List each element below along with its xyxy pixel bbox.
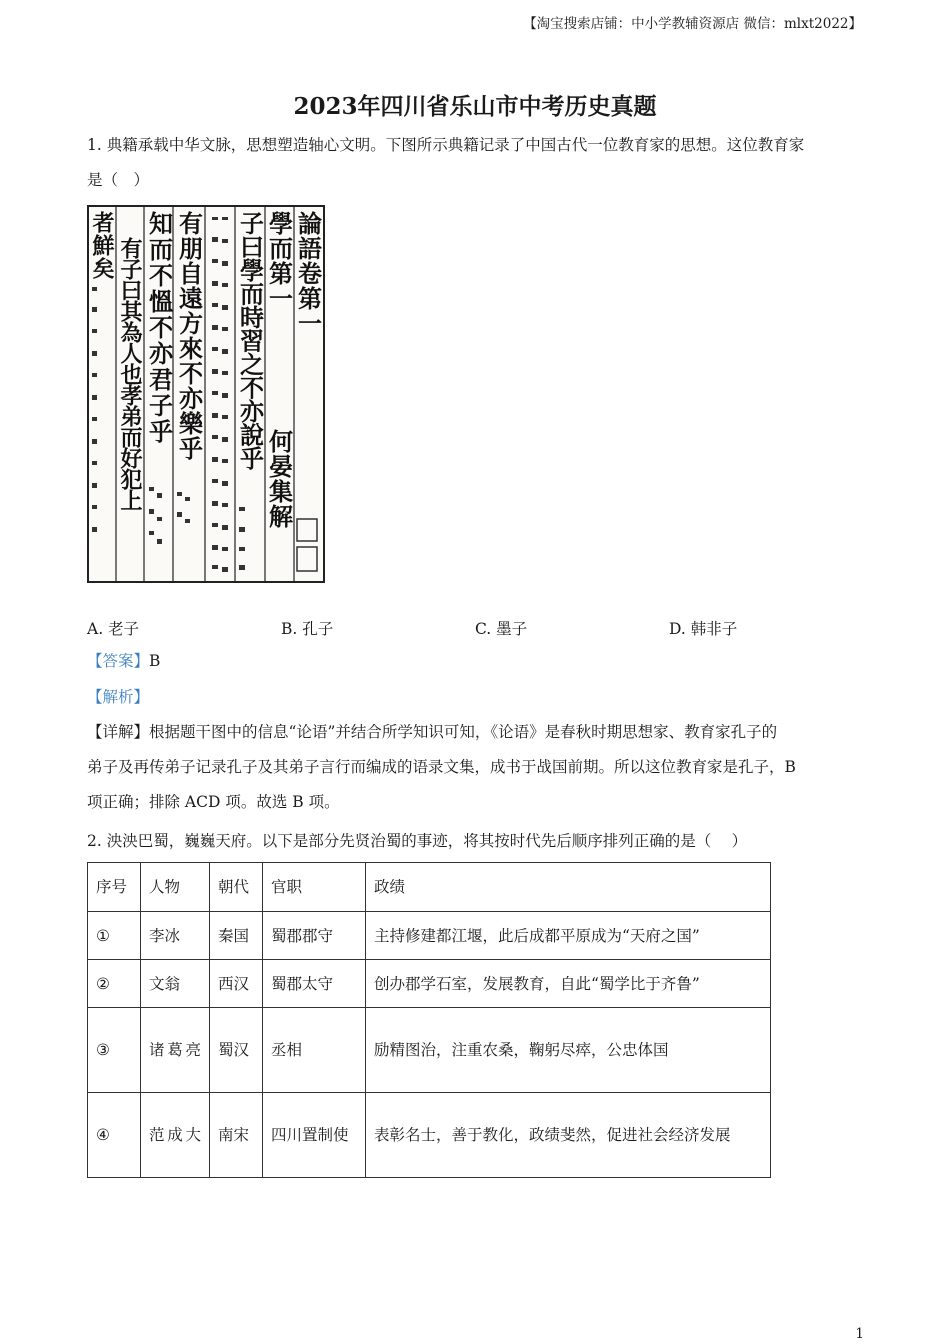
table-cell-wrapped-name: 诸葛亮: [149, 1041, 201, 1059]
scan-col-text-4: 有子曰其為人也孝弟而好犯上: [117, 237, 143, 510]
table-header-cell: 官职: [263, 863, 366, 912]
table-row: [88, 912, 771, 960]
scan-col-text-2: 有朋自遠方來不亦樂乎: [174, 211, 204, 461]
answer-line: [87, 644, 862, 679]
analects-page-image: [87, 205, 325, 583]
table-cell: 表彰名士，善于教化，政绩斐然，促进社会经济发展: [366, 1093, 771, 1178]
table-cell: 文翁: [141, 960, 210, 1008]
table-header-cell: 人物: [141, 863, 210, 912]
option-c: C. 墨子: [475, 620, 528, 638]
table-header-cell: 序号: [88, 863, 141, 912]
detail-line-2: 弟子及再传弟子记录孔子及其弟子言行而编成的语录文集，成书于战国前期。所以这位教育家是孔子，B: [87, 758, 796, 776]
table-cell: 蜀郡太守: [263, 960, 366, 1008]
scan-col-title: 論語卷第一: [293, 211, 323, 336]
scan-col-text-3: 知而不慍不亦君子乎: [144, 211, 174, 445]
table-cell-wrapped-name: 范成大: [149, 1126, 201, 1144]
table-cell: [141, 1008, 210, 1093]
table-cell: ③: [88, 1008, 141, 1093]
table-cell: 丞相: [263, 1008, 366, 1093]
seal-stamp-1: [297, 519, 317, 541]
detail-line-3: 项正确；排除 ACD 项。故选 B 项。: [87, 793, 340, 811]
table-row: [88, 1093, 771, 1178]
answer-value: B: [149, 652, 161, 670]
question-1-stem: [87, 128, 862, 198]
detail-explanation: [87, 715, 862, 820]
option-a: A. 老子: [87, 620, 140, 638]
table-header-cell: 政绩: [366, 863, 771, 912]
table-cell: 蜀汉: [210, 1008, 263, 1093]
table-cell: 秦国: [210, 912, 263, 960]
table-row: [88, 1008, 771, 1093]
table-cell: ②: [88, 960, 141, 1008]
table-header-cell: 朝代: [210, 863, 263, 912]
scan-col-text-5: 者鮮矣: [89, 211, 115, 280]
option-b: B. 孔子: [281, 620, 334, 638]
table-cell: [141, 1093, 210, 1178]
page-title: 2023年四川省乐山市中考历史真题: [293, 93, 657, 120]
table-row: [88, 960, 771, 1008]
table-cell: 创办郡学石室，发展教育，自此“蜀学比于齐鲁”: [366, 960, 771, 1008]
table-cell: 蜀郡郡守: [263, 912, 366, 960]
question-1-stem-line-2: 是（ ）: [87, 171, 150, 189]
question-1-stem-line-1: 1. 典籍承载中华文脉，思想塑造轴心文明。下图所示典籍记录了中国古代一位教育家的思想。这位教育家: [87, 136, 805, 154]
answer-label: 【答案】: [87, 652, 150, 670]
table-cell: 西汉: [210, 960, 263, 1008]
header-note: 【淘宝搜索店铺：中小学教辅资源店 微信：mlxt2022】: [523, 16, 862, 32]
table-header-row: [88, 863, 771, 912]
seal-stamp-2: [297, 547, 317, 571]
table-cell: 李冰: [141, 912, 210, 960]
scan-col-text-1: 子曰學而時習之不亦說乎: [235, 211, 265, 470]
table-cell: 南宋: [210, 1093, 263, 1178]
table-cell: ①: [88, 912, 141, 960]
analysis-label: 【解析】: [87, 688, 150, 706]
analects-scan-graphic: [89, 207, 323, 581]
option-d: D. 韩非子: [669, 620, 738, 638]
detail-label: 【详解】: [87, 723, 150, 741]
detail-line-1: 根据题干图中的信息“论语”并结合所学知识可知，《论语》是春秋时期思想家、教育家孔子的: [149, 723, 778, 741]
question-2-stem: 2. 泱泱巴蜀，巍巍天府。以下是部分先贤治蜀的事迹，将其按时代先后顺序排列正确的是（ ）: [87, 832, 748, 850]
table-cell: 励精图治，注重农桑，鞠躬尽瘁，公忠体国: [366, 1008, 771, 1093]
page-number: 1: [855, 1326, 864, 1342]
scan-col-chapter: 學而第一: [264, 211, 294, 311]
table-cell: ④: [88, 1093, 141, 1178]
table-cell: 四川置制使: [263, 1093, 366, 1178]
scan-col-annotator: 何晏集解: [264, 429, 294, 529]
officials-table: [87, 862, 771, 1178]
table-cell: 主持修建都江堰，此后成都平原成为“天府之国”: [366, 912, 771, 960]
